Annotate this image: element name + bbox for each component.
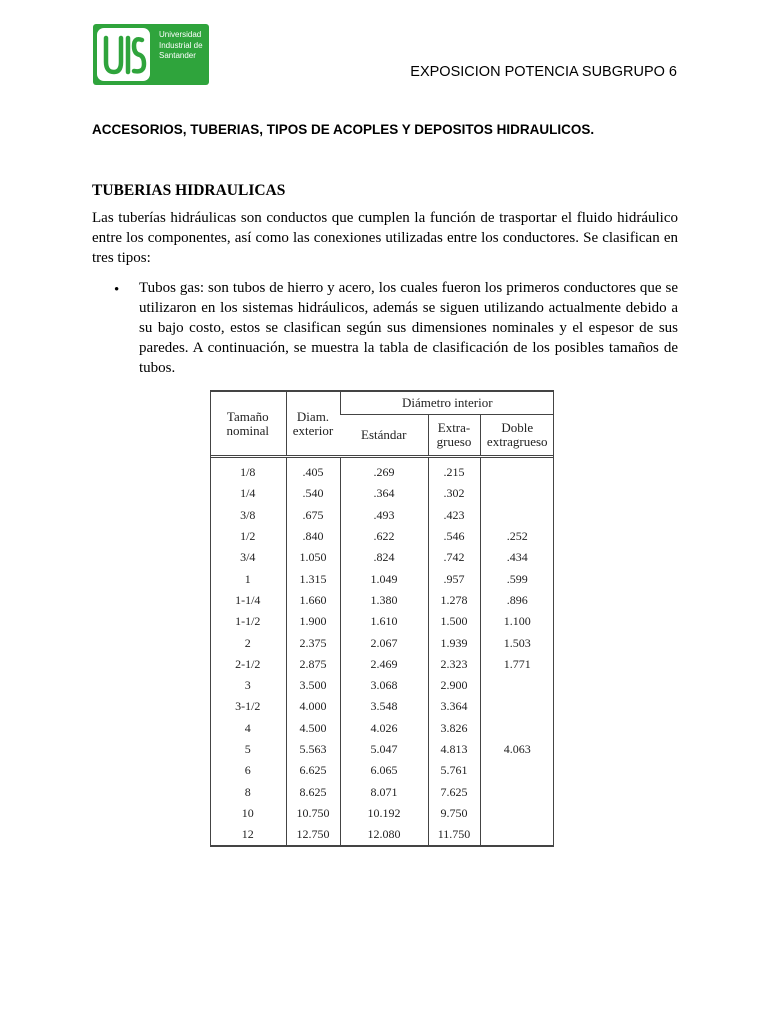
table-row bbox=[210, 654, 554, 675]
cell-exterior: 1.660 bbox=[286, 590, 340, 611]
cell-doble-extragrueso bbox=[480, 781, 554, 802]
cell-estandar: 3.548 bbox=[340, 696, 428, 717]
cell-extra-grueso: 5.761 bbox=[428, 760, 480, 781]
cell-exterior: 1.900 bbox=[286, 611, 340, 632]
cell-nominal: 3/4 bbox=[240, 550, 256, 565]
cell-doble-extragrueso bbox=[480, 696, 554, 717]
document-title: ACCESORIOS, TUBERIAS, TIPOS DE ACOPLES Y DEPOSITOS HIDRAULICOS. bbox=[92, 122, 595, 137]
cell-exterior: 10.750 bbox=[286, 803, 340, 824]
cell-exterior: 5.563 bbox=[286, 739, 340, 760]
cell-extra-grueso: 3.826 bbox=[428, 718, 480, 739]
cell-nominal: 5 bbox=[244, 742, 251, 756]
cell-doble-extragrueso: 1.100 bbox=[480, 611, 554, 632]
table-row bbox=[210, 781, 554, 802]
table-row bbox=[210, 696, 554, 717]
cell-exterior: 8.625 bbox=[286, 781, 340, 802]
header-diametro-interior: Diámetro interior bbox=[340, 391, 554, 415]
cell-doble-extragrueso: .434 bbox=[480, 547, 554, 568]
header-estandar: Estándar bbox=[361, 427, 407, 442]
cell-estandar: .622 bbox=[340, 526, 428, 547]
cell-exterior: 6.625 bbox=[286, 760, 340, 781]
bullet-icon: • bbox=[114, 282, 120, 298]
cell-extra-grueso: 2.900 bbox=[428, 675, 480, 696]
cell-nominal: 1/4 bbox=[240, 486, 256, 501]
table-row bbox=[210, 803, 554, 824]
cell-nominal: 8 bbox=[244, 784, 251, 799]
cell-exterior: 1.050 bbox=[286, 547, 340, 568]
header-diam-exterior: Diam. exterior bbox=[286, 391, 340, 457]
cell-extra-grueso: .546 bbox=[428, 526, 480, 547]
cell-nominal: 1-1/4 bbox=[235, 592, 261, 607]
header-extra-grueso: Extra- grueso bbox=[428, 415, 480, 457]
uis-logo bbox=[93, 24, 209, 85]
cell-estandar: .824 bbox=[340, 547, 428, 568]
cell-nominal: 3/8 bbox=[240, 507, 256, 522]
cell-nominal: 2-1/2 bbox=[235, 656, 261, 671]
header-title: EXPOSICION POTENCIA SUBGRUPO 6 bbox=[410, 64, 677, 80]
pipe-size-table bbox=[210, 390, 554, 847]
cell-nominal: 2 bbox=[244, 635, 251, 650]
cell-exterior: .540 bbox=[286, 483, 340, 504]
cell-estandar: 10.192 bbox=[340, 803, 428, 824]
table-row bbox=[210, 483, 554, 504]
cell-doble-extragrueso bbox=[480, 675, 554, 696]
cell-nominal: 3 bbox=[244, 678, 251, 693]
pipe-size-table-figure bbox=[210, 390, 554, 847]
cell-exterior: .840 bbox=[286, 526, 340, 547]
logo-line: Santander bbox=[159, 51, 196, 60]
cell-estandar: 3.068 bbox=[340, 675, 428, 696]
cell-estandar: 2.067 bbox=[340, 632, 428, 653]
cell-estandar: 2.469 bbox=[340, 654, 428, 675]
cell-extra-grueso: .215 bbox=[428, 457, 480, 484]
section-title: TUBERIAS HIDRAULICAS bbox=[92, 182, 286, 199]
cell-extra-grueso: 4.813 bbox=[428, 739, 480, 760]
cell-doble-extragrueso bbox=[480, 718, 554, 739]
cell-extra-grueso: 1.939 bbox=[428, 632, 480, 653]
cell-doble-extragrueso: 4.063 bbox=[480, 739, 554, 760]
cell-extra-grueso: 9.750 bbox=[428, 803, 480, 824]
cell-nominal: 12 bbox=[210, 824, 286, 846]
table-row bbox=[210, 632, 554, 653]
cell-extra-grueso: .302 bbox=[428, 483, 480, 504]
cell-extra-grueso: 11.750 bbox=[428, 824, 480, 846]
intro-paragraph: Las tuberías hidráulicas son conductos que cumplen la función de trasportar el fluido hidráulico entre los componentes, así como las conexiones utilizadas entre los conductores. Se clasifican en tres tipos: bbox=[92, 210, 678, 266]
cell-extra-grueso: .423 bbox=[428, 505, 480, 526]
cell-exterior: 2.375 bbox=[286, 632, 340, 653]
cell-nominal: 1/8 bbox=[210, 457, 286, 484]
uis-monogram-icon bbox=[97, 28, 150, 81]
cell-estandar: 1.049 bbox=[340, 568, 428, 589]
cell-estandar: 5.047 bbox=[340, 739, 428, 760]
cell-nominal: 1/2 bbox=[240, 529, 256, 544]
cell-doble-extragrueso: .252 bbox=[480, 526, 554, 547]
cell-nominal: 6 bbox=[244, 763, 251, 778]
cell-doble-extragrueso: 1.771 bbox=[480, 654, 554, 675]
cell-estandar: 4.026 bbox=[340, 718, 428, 739]
cell-exterior: 12.750 bbox=[286, 824, 340, 846]
logo-line: Industrial de bbox=[159, 40, 203, 50]
cell-estandar: 1.380 bbox=[340, 590, 428, 611]
cell-estandar: .364 bbox=[340, 483, 428, 504]
table-row bbox=[210, 611, 554, 632]
cell-extra-grueso: 2.323 bbox=[428, 654, 480, 675]
cell-doble-extragrueso bbox=[480, 505, 554, 526]
cell-extra-grueso: .742 bbox=[428, 547, 480, 568]
cell-estandar: .493 bbox=[340, 505, 428, 526]
table-row bbox=[210, 505, 554, 526]
cell-estandar: 12.080 bbox=[340, 824, 428, 846]
table-row bbox=[210, 760, 554, 781]
cell-exterior: 4.000 bbox=[286, 696, 340, 717]
cell-exterior: 1.315 bbox=[286, 568, 340, 589]
cell-exterior: .675 bbox=[286, 505, 340, 526]
cell-nominal: 4 bbox=[244, 720, 251, 735]
cell-doble-extragrueso bbox=[480, 760, 554, 781]
table-row bbox=[210, 824, 554, 846]
logo-line: Universidad bbox=[159, 30, 202, 39]
cell-estandar: 6.065 bbox=[340, 760, 428, 781]
cell-exterior: 3.500 bbox=[286, 675, 340, 696]
cell-doble-extragrueso bbox=[480, 824, 554, 846]
cell-estandar: 1.610 bbox=[340, 611, 428, 632]
cell-doble-extragrueso bbox=[480, 483, 554, 504]
cell-extra-grueso: 3.364 bbox=[428, 696, 480, 717]
table-row bbox=[210, 526, 554, 547]
table-row bbox=[210, 718, 554, 739]
bullet-item-tubos-gas: Tubos gas: son tubos de hierro y acero, los cuales fueron los primeros conductores que se utilizaron en los sistemas hidráulicos, además se siguen utilizando actualmente debido a su bajo costo, estos se clasifican según sus dimensiones nominales y el espesor de sus paredes. A continuación, se muestra la tabla de clasificación de los posibles tamaños de tubos. bbox=[139, 280, 678, 376]
uis-logo-text bbox=[159, 30, 209, 62]
header-doble-extragrueso: Doble extragrueso bbox=[480, 415, 554, 457]
table-row bbox=[210, 739, 554, 760]
table-row bbox=[210, 675, 554, 696]
cell-doble-extragrueso: .896 bbox=[480, 590, 554, 611]
cell-doble-extragrueso bbox=[480, 457, 554, 484]
cell-nominal: 1 bbox=[244, 571, 251, 586]
table-row bbox=[210, 568, 554, 589]
cell-estandar: .269 bbox=[340, 457, 428, 484]
uis-logo-mark bbox=[97, 28, 150, 81]
cell-exterior: 2.875 bbox=[286, 654, 340, 675]
table-row bbox=[210, 547, 554, 568]
cell-nominal: 3-1/2 bbox=[235, 699, 261, 714]
cell-exterior: 4.500 bbox=[286, 718, 340, 739]
cell-exterior: .405 bbox=[286, 457, 340, 484]
cell-extra-grueso: .957 bbox=[428, 568, 480, 589]
cell-extra-grueso: 1.278 bbox=[428, 590, 480, 611]
table-row bbox=[210, 457, 554, 484]
cell-nominal: 1-1/2 bbox=[235, 614, 261, 629]
cell-doble-extragrueso bbox=[480, 803, 554, 824]
cell-doble-extragrueso: .599 bbox=[480, 568, 554, 589]
header-tamano-nominal: Tamaño nominal bbox=[210, 391, 286, 457]
cell-doble-extragrueso: 1.503 bbox=[480, 632, 554, 653]
cell-extra-grueso: 1.500 bbox=[428, 611, 480, 632]
table-row bbox=[210, 590, 554, 611]
cell-nominal: 10 bbox=[241, 805, 254, 820]
cell-estandar: 8.071 bbox=[340, 781, 428, 802]
cell-extra-grueso: 7.625 bbox=[428, 781, 480, 802]
